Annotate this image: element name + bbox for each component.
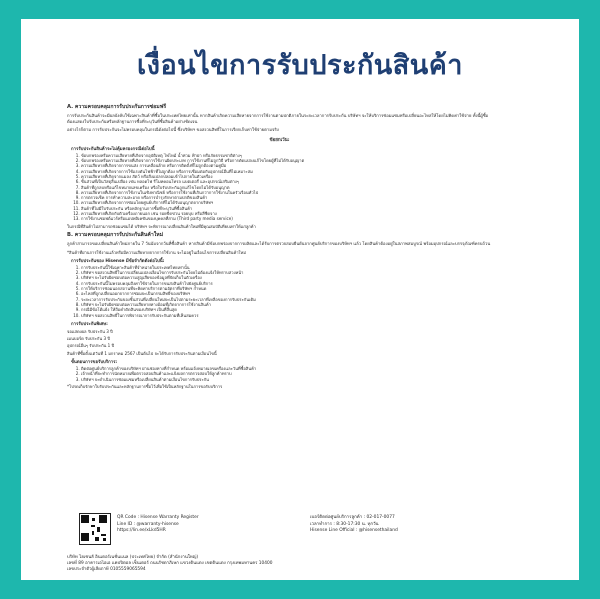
list-item: 9. กรณีมีข้อโต้แย้ง ให้ถือคำตัดสินของบริษัทฯ เป็นที่สิ้นสุด (81, 307, 492, 312)
list-item: 7. ระยะเวลาการรับประกันของชิ้นส่วนที่เปลี่ยนใหม่จะเป็นไปตามระยะเวลาที่เหลือของการรับประกันเดิม (81, 297, 492, 302)
list-item: 7. สินค้าที่ถูกลบหรือแก้ไขหมายเลขเครื่อง หรือใบรับประกันถูกแก้ไขโดยไม่ได้รับอนุญาต (81, 185, 492, 190)
list-item: 1. การรับประกันนี้ใช้เฉพาะสินค้าที่จำหน่ายในประเทศไทยเท่านั้น (81, 265, 492, 270)
list-item: 6. อะไหล่ที่ถูกเปลี่ยนออกจากการซ่อมจะเป็นกรรมสิทธิ์ของบริษัทฯ (81, 291, 492, 296)
contact-row (67, 513, 492, 553)
section-a-exceptions-heading: ข้อยกเว้น: (269, 137, 290, 143)
procedure-heading: ขั้นตอนการขอรับบริการ: (71, 359, 118, 365)
service-hours: เวลาทำการ : 8:30-17:30 น. ทุกวัน (310, 521, 379, 527)
register-link[interactable]: https://lin.ee/xLkd5HR (117, 528, 166, 533)
extended-warranty-line: เมนบอร์ด รับประกัน 3 ปี (67, 336, 110, 342)
extended-warranty-heading: การรับประกันพิเศษ: (71, 321, 108, 327)
company-name: บริษัท ไฮเซนส์ อินเตอร์เนชั่นแนล (ประเทศไทย) จำกัด (สำนักงานใหญ่) (67, 555, 199, 560)
list-item: 10. ความเสียหายที่เกิดจากการซ่อมโดยศูนย์บริการที่ไม่ได้รับอนุญาตจากบริษัทฯ (81, 200, 492, 205)
list-item: 10. บริษัทฯ ขอสงวนสิทธิ์ในการพิจารณาการรับประกันตามที่เห็นสมควร (81, 313, 492, 318)
extended-warranty-line: จอแสดงผล รับประกัน 3 ปี (67, 328, 113, 334)
company-footer (67, 555, 492, 573)
warranty-content (67, 103, 492, 391)
list-item: 2. บริษัทฯ ขอสงวนสิทธิ์ในการเปลี่ยนแปลงเงื่อนไขการรับประกันโดยไม่ต้องแจ้งให้ทราบล่วงหน้า (81, 270, 492, 275)
extended-warranty-note: สินค้าที่ซื้อตั้งแต่วันที่ 1 มกราคม 2567 เป็นต้นไป จะได้รับการรับประกันตามเงื่อนไขนี้ (67, 350, 217, 356)
section-b-heading: B. ความครอบคลุมการรับประกันสินค้าใหม่ (67, 231, 164, 238)
contact-info (310, 515, 398, 535)
list-item: 11. สินค้าที่ไม่มีใบรับประกัน หรือหลักฐานการซื้อที่ระบุวันที่ซื้อสินค้า (81, 206, 492, 211)
list-item: 4. ความเสียหายที่เกิดจากการใช้แรงดันไฟฟ้าที่ไม่ถูกต้อง หรือการเชื่อมต่อกับอุปกรณ์อื่นที่ไม่เหมาะสม (81, 169, 492, 174)
line-id: Line ID : @warranty-hisense (117, 521, 179, 527)
section-a-intro: การรับประกันสินค้าจะมีผลบังคับใช้เฉพาะสินค้าที่ซื้อในประเทศไทยเท่านั้น หากสินค้าเกิดความเสียหายจากการใช้งานตามปกติภายในระยะเวลาการรับประกัน บริษัทฯ จะให้บริการซ่อมแซมหรือเปลี่ยนอะไหล่ให้โดยไม่คิดค่าใช้จ่าย ทั้งนี้ผู้ซื้อต้องแสดงใบรับประกันหรือหลักฐานการซื้อที่ระบุวันที่ซื้อสินค้าอย่างชัดเจน (67, 113, 489, 124)
list-item: 4. การรับประกันนี้ไม่ครอบคลุมถึงค่าใช้จ่ายในการขนส่งสินค้าไปยังศูนย์บริการ (81, 281, 492, 286)
list-item: 2. เจ้าหน้าที่จะทำการนัดหมายเพื่อตรวจสอบสินค้าและแจ้งผลการตรวจสอบให้ลูกค้าทราบ (81, 371, 492, 376)
list-item: 5. ความเสียหายที่เกิดจากแมลง สัตว์ หรือสิ่งแปลกปลอมเข้าไปภายในตัวเครื่อง (81, 174, 492, 179)
section-a-list (67, 153, 492, 222)
list-item: 3. บริษัทฯ จะไม่รับผิดชอบต่อความสูญเสียของข้อมูลที่จัดเก็บในตัวเครื่อง (81, 275, 492, 280)
section-a-heading: A. ความครอบคลุมการรับประกันการซ่อมฟรี (67, 104, 167, 110)
extended-warranty-line: อุปกรณ์อื่นๆ รับประกัน 1 ปี (67, 343, 115, 349)
list-item: 2. ข้อบกพร่องหรือความเสียหายที่เกิดจากการใช้งานผิดประเภท การใช้งานที่ไม่ถูกวิธี หรือการดัดแปลงแก้ไขโดยผู้ที่ไม่ได้รับอนุญาต (81, 158, 492, 163)
qr-label: QR Code : Hisense Warranty Register (117, 515, 199, 520)
qr-info (117, 515, 199, 535)
list-item: 1. ติดต่อศูนย์บริการลูกค้าของบริษัทฯ ผ่านช่องทางที่กำหนด พร้อมแจ้งหมายเลขเครื่องและวันที่ซื้อสินค้า (81, 366, 492, 371)
qr-code[interactable] (79, 513, 111, 545)
section-b-limits-heading: การรับประกันของ Hisense มีข้อจำกัดดังต่อไปนี้: (71, 258, 165, 264)
procedure-list (67, 366, 492, 382)
section-a-list-heading: การรับประกันสินค้าจะไม่คุ้มครองกรณีต่อไปนี้ (71, 146, 155, 152)
section-a-note: อย่างไรก็ตาม การรับประกันจะไม่ครอบคลุมในกรณีดังต่อไปนี้ ซึ่งบริษัทฯ ขอสงวนสิทธิ์ในการเรียกเก็บค่าใช้จ่ายตามจริง (67, 127, 279, 133)
section-a-extra: ในกรณีที่สินค้าไม่สามารถซ่อมแซมได้ บริษัทฯ จะพิจารณาเปลี่ยนสินค้าใหม่ที่มีคุณสมบัติเทียบเท่าให้แก่ลูกค้า (67, 223, 256, 229)
list-item: 8. ความเสียหายที่เกิดจากการใช้งานในเชิงพาณิชย์ หรือการใช้งานที่เกินกว่าการใช้งานในครัวเรือนทั่วไป (81, 190, 492, 195)
list-item: 5. การให้บริการซ่อมนอกสถานที่จะคิดค่าบริการตามอัตราที่บริษัทฯ กำหนด (81, 286, 492, 291)
line-official: Hisense Line Official : @hisensethailand (310, 528, 398, 533)
list-item: 12. ความเสียหายที่เกิดกับตัวเครื่องภายนอก เช่น รอยขีดข่วน รอยบุบ หรือสีซีดจาง (81, 211, 492, 216)
list-item: 13. การใช้งานซอฟต์แวร์หรือแอปพลิเคชันของบุคคลที่สาม (Third party media service) (81, 216, 492, 221)
list-item: 8. บริษัทฯ จะไม่รับผิดชอบต่อความเสียหายทางอ้อมที่เกิดจากการใช้งานสินค้า (81, 302, 492, 307)
section-b-list (67, 265, 492, 318)
tax-id: เลขประจำตัวผู้เสียภาษี 0105559065594 (67, 567, 146, 572)
list-item: 9. การตรวจเช็ค การทำความสะอาด หรือการบำรุงรักษาตามปกติของสินค้า (81, 195, 492, 200)
list-item: 3. บริษัทฯ จะดำเนินการซ่อมแซมหรือเปลี่ยนสินค้าตามเงื่อนไขการรับประกัน (81, 377, 492, 382)
page-title: เงื่อนไขการรับประกันสินค้า (137, 50, 463, 81)
service-phone: เบอร์ติดต่อศูนย์บริการลูกค้า : 02-017-0077 (310, 515, 395, 520)
section-b-intro: ลูกค้าสามารถขอเปลี่ยนสินค้าใหม่ภายใน 7 วันนับจากวันที่ซื้อสินค้า หากสินค้ามีข้อบกพร่องจากการผลิตและได้รับการตรวจสอบยืนยันจากศูนย์บริการของบริษัทฯ แล้ว โดยสินค้าต้องอยู่ในสภาพสมบูรณ์ พร้อมอุปกรณ์และบรรจุภัณฑ์ครบถ้วน (67, 240, 491, 246)
list-item: 1. ข้อบกพร่องหรือความเสียหายที่เกิดจากอุบัติเหตุ ไฟไหม้ น้ำท่วม ฟ้าผ่า หรือภัยธรรมชาติต่างๆ (81, 153, 492, 158)
list-item: 3. ความเสียหายที่เกิดจากการขนส่ง การเคลื่อนย้าย หรือการติดตั้งที่ไม่ถูกต้องตามคู่มือ (81, 163, 492, 168)
company-address: เลขที่ 89 อาคารเอไอเอ แคปปิตอล เซ็นเตอร์ ถนนรัชดาภิเษก แขวงดินแดง เขตดินแดง กรุงเทพมหานคร 10400 (67, 561, 273, 566)
procedure-footnote: *โปรดเก็บรักษาใบรับประกันและหลักฐานการซื้อไว้เพื่อใช้เป็นหลักฐานในการขอรับบริการ (67, 383, 223, 389)
section-b-asterisk-note: *สินค้าที่ผ่านการใช้งานแล้วหรือมีความเสียหายจากการใช้งาน จะไม่อยู่ในเงื่อนไขการเปลี่ยนสินค้าใหม่ (67, 249, 246, 255)
list-item: 6. ชิ้นส่วนที่เป็นวัสดุสิ้นเปลือง เช่น หลอดไฟ รีโมทคอนโทรล แบตเตอรี่ และอุปกรณ์เสริมต่างๆ (81, 179, 492, 184)
